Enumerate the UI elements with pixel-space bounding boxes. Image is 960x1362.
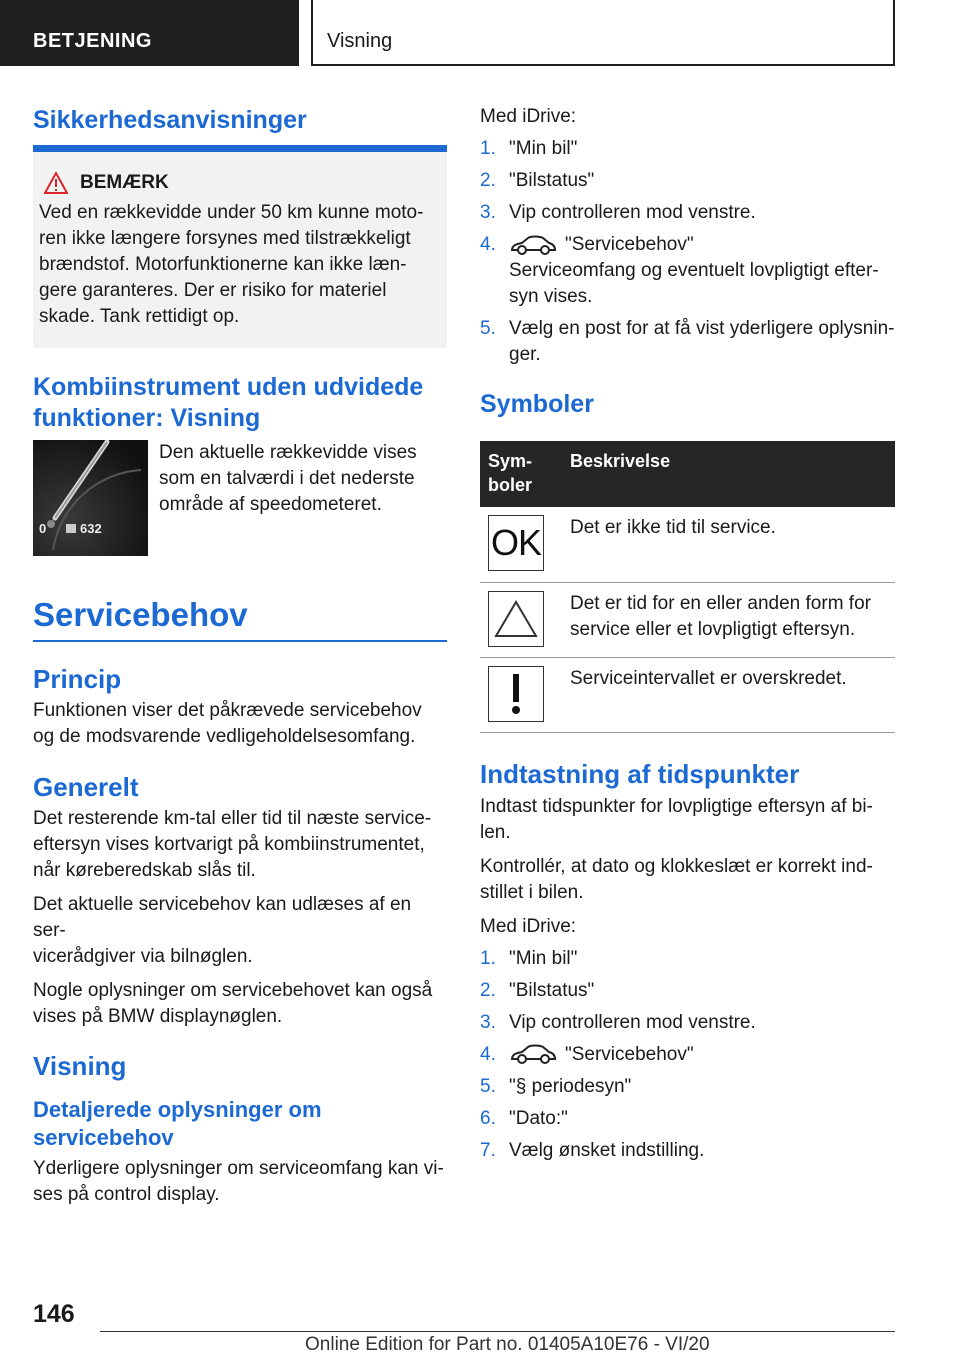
kombi-text-line: Den aktuelle rækkevidde vises (159, 442, 417, 463)
table-header-row (480, 441, 895, 507)
step-number: 1. (480, 138, 496, 159)
step-number: 4. (480, 1043, 496, 1065)
list-item (480, 1138, 895, 1164)
step-text: Vælg en post for at få vist yderligere oplysnin- (509, 318, 895, 339)
table-row (480, 582, 895, 657)
car-icon (509, 1043, 557, 1065)
text-line: når køreberedskab slås til. (33, 860, 256, 881)
kombi-text-line: som en talværdi i det nederste (159, 468, 415, 489)
safety-heading: Sikkerhedsanvisninger (33, 106, 447, 152)
column-header-description: Beskrivelse (562, 441, 895, 507)
ok-icon (488, 515, 544, 571)
description-cell (562, 582, 895, 657)
note-box (33, 152, 447, 348)
text-line: eftersyn vises kortvarigt på kombiinstrumentet, (33, 834, 425, 855)
left-column (33, 96, 447, 1208)
text-line: len. (480, 821, 511, 843)
kombi-text (159, 440, 417, 556)
princip-text (33, 698, 447, 750)
column-header-symbols (480, 441, 562, 507)
list-item (480, 168, 895, 194)
list-item (480, 946, 895, 972)
list-item (480, 1106, 895, 1132)
idrive-label: Med iDrive: (480, 106, 577, 127)
idrive-label-2: Med iDrive: (480, 915, 577, 937)
list-item (480, 1074, 895, 1100)
visning-heading: Visning (33, 1051, 127, 1081)
text-line: Funktionen viser det påkrævede servicebehov (33, 700, 422, 721)
note-line: brændstof. Motorfunktionerne kan ikke læn- (39, 254, 407, 275)
detail-heading-line: servicebehov (33, 1125, 174, 1150)
exclamation-icon (488, 666, 544, 722)
step-text: "Bilstatus" (509, 170, 595, 191)
indtastning-paragraph-2 (480, 854, 895, 906)
symbol-cell (480, 507, 562, 582)
princip-heading: Princip (33, 664, 122, 694)
kombi-text-line: område af speedometeret. (159, 494, 382, 515)
header-topic-tab (311, 0, 895, 66)
indtastning-paragraph-1 (480, 794, 895, 846)
header-topic-label: Visning (327, 30, 393, 52)
step-number: 7. (480, 1139, 496, 1161)
warning-triangle-icon (488, 591, 544, 647)
page-number: 146 (33, 1300, 75, 1328)
speedometer-image (33, 440, 148, 556)
text-line: vises på BMW displaynøglen. (33, 1006, 283, 1027)
footer-edition: Online Edition for Part no. 01405A10E76 - VI/20 (305, 1334, 710, 1355)
step-text: "Dato:" (509, 1107, 568, 1129)
list-item (480, 1042, 895, 1068)
symbol-cell (480, 582, 562, 657)
step-number: 2. (480, 170, 496, 191)
step-number: 3. (480, 202, 496, 223)
step-text: Vip controlleren mod venstre. (509, 1011, 756, 1033)
table-row (480, 657, 895, 732)
warning-triangle-icon (44, 172, 68, 194)
text-line: Det aktuelle servicebehov kan udlæses af en ser- (33, 894, 412, 941)
speedometer-graphic (33, 440, 148, 556)
description-line: service eller et lovpligtigt eftersyn. (570, 618, 856, 640)
step-subtext: Serviceomfang og eventuelt lovpligtigt efter- (509, 260, 879, 281)
step-text: "Min bil" (509, 138, 578, 159)
note-line: gere garanteres. Der er risiko for materiel (39, 280, 387, 301)
detail-text (33, 1156, 447, 1208)
steps-list-1 (480, 136, 895, 368)
speedo-range: 632 (80, 521, 102, 536)
step-text: "§ periodesyn" (509, 1075, 632, 1097)
ok-symbol-text: OK (490, 522, 541, 563)
right-column (480, 96, 895, 1164)
list-item (480, 136, 895, 162)
step-text-cont: ger. (509, 344, 541, 365)
car-icon (509, 234, 557, 256)
text-line: Nogle oplysninger om servicebehovet kan også (33, 980, 433, 1001)
step-text: "Bilstatus" (509, 979, 595, 1001)
description-cell (562, 507, 895, 582)
step-number: 5. (480, 318, 496, 339)
description-line: Det er ikke tid til service. (570, 517, 776, 538)
service-heading: Servicebehov (33, 596, 447, 642)
generelt-paragraph-3 (33, 978, 447, 1030)
symbols-table (480, 441, 895, 733)
kombi-heading-line: Kombiinstrument uden udvidede (33, 373, 424, 401)
speedo-zero: 0 (39, 521, 47, 536)
text-line: Yderligere oplysninger om serviceomfang kan vi- (33, 1158, 444, 1179)
list-item (480, 978, 895, 1004)
step-text: Vælg ønsket indstilling. (509, 1139, 705, 1161)
list-item (480, 316, 895, 368)
indtastning-heading: Indtastning af tidspunkter (480, 758, 800, 789)
text-line: vicerådgiver via bilnøglen. (33, 946, 253, 967)
footer-divider (100, 1331, 895, 1332)
generelt-paragraph-2 (33, 892, 447, 970)
symbols-heading: Symboler (480, 390, 594, 418)
generelt-heading: Generelt (33, 772, 139, 802)
text-line: Indtast tidspunkter for lovpligtige eftersyn af bi- (480, 795, 873, 817)
description-line: Serviceintervallet er overskredet. (570, 667, 847, 689)
note-title (39, 170, 441, 196)
text-line: ses på control display. (33, 1184, 220, 1205)
list-item (480, 232, 895, 310)
symbol-cell (480, 657, 562, 732)
step-subtext: syn vises. (509, 286, 593, 307)
header-line: boler (488, 475, 533, 495)
steps-list-2 (480, 946, 895, 1164)
kombi-heading (33, 372, 447, 434)
description-cell (562, 657, 895, 732)
list-item (480, 1010, 895, 1036)
step-text: "Servicebehov" (565, 1043, 694, 1065)
detail-heading-line: Detaljerede oplysninger om (33, 1097, 322, 1122)
note-line: Ved en rækkevidde under 50 km kunne moto- (39, 202, 424, 223)
detail-heading (33, 1096, 447, 1152)
table-row (480, 507, 895, 582)
step-number: 4. (480, 234, 496, 255)
text-line: stillet i bilen. (480, 881, 584, 903)
note-line: ren ikke længere forsynes med tilstrækkeligt (39, 228, 411, 249)
step-text: Vip controlleren mod venstre. (509, 202, 756, 223)
description-line: Det er tid for en eller anden form for (570, 592, 871, 614)
step-number: 5. (480, 1075, 496, 1097)
generelt-paragraph-1 (33, 806, 447, 884)
list-item (480, 200, 895, 226)
note-line: skade. Tank rettidigt op. (39, 306, 240, 327)
text-line: Det resterende km-tal eller tid til næste service- (33, 808, 432, 829)
text-line: Kontrollér, at dato og klokkeslæt er korrekt ind- (480, 855, 873, 877)
step-number: 6. (480, 1107, 496, 1129)
step-text: "Min bil" (509, 947, 578, 969)
kombi-row (33, 440, 447, 556)
step-number: 2. (480, 979, 496, 1001)
note-title-text: BEMÆRK (80, 172, 169, 193)
text-line: og de modsvarende vedligeholdelsesomfang. (33, 726, 416, 747)
step-number: 3. (480, 1011, 496, 1033)
step-text: "Servicebehov" (565, 234, 694, 255)
step-number: 1. (480, 947, 496, 969)
header-line: Sym- (488, 451, 533, 471)
header-section-tab (0, 0, 299, 66)
header-section-label: BETJENING (33, 30, 152, 52)
kombi-heading-line: funktioner: Visning (33, 404, 261, 432)
